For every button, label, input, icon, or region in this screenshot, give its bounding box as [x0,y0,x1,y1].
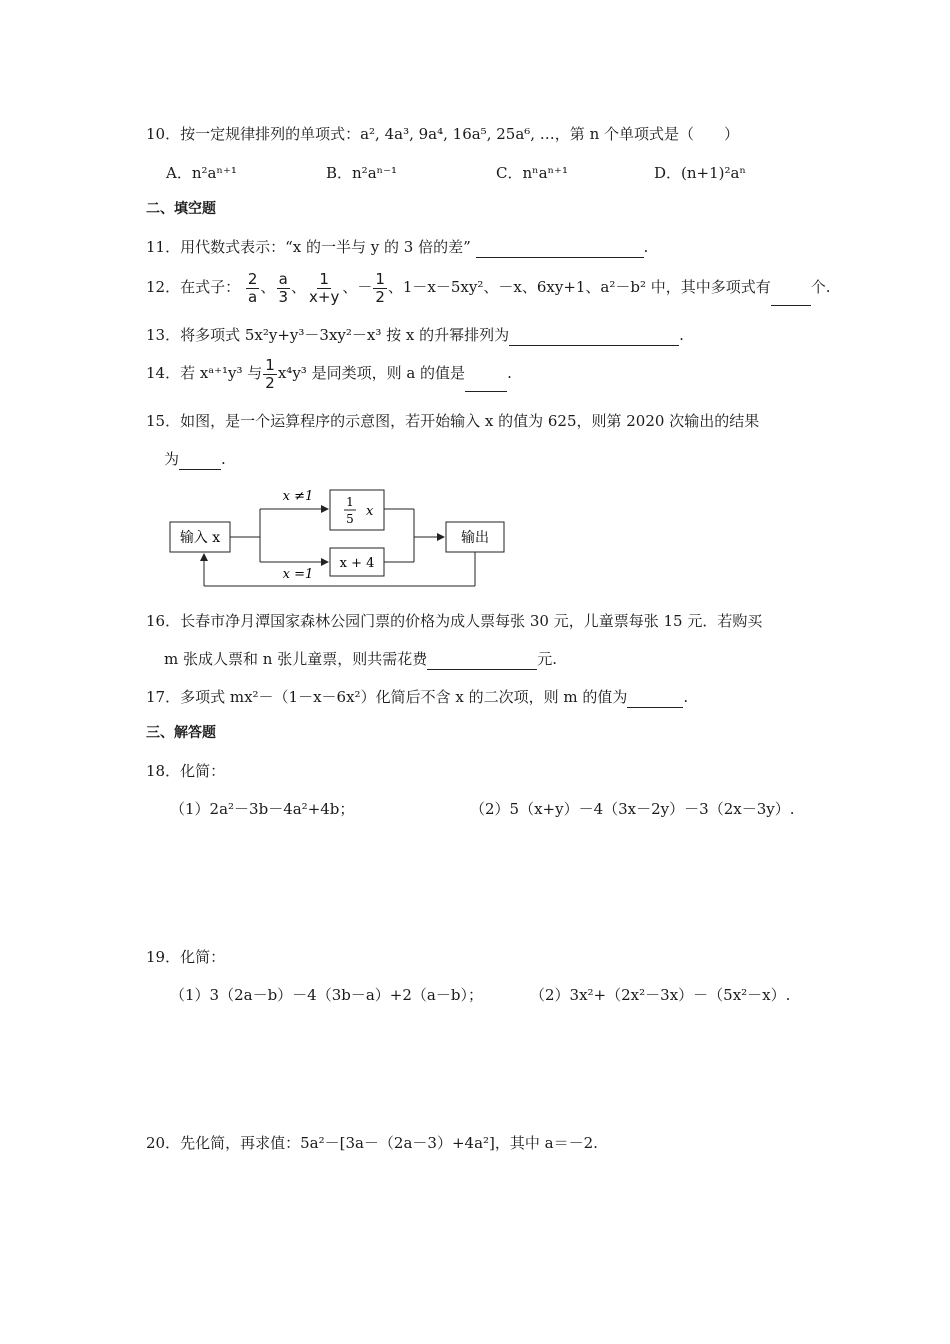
q10-option-b: B．n²aⁿ⁻¹ [326,164,398,182]
q17-end: . [683,688,689,706]
q15-line2 [164,448,226,470]
q14-prefix: 14．若 xᵃ⁺¹y³ 与 [146,364,263,382]
output-label: 输出 [461,530,489,546]
q12-end: 个. [810,278,831,296]
divide-by-five-box [330,490,384,530]
op-top-den: 5 [346,512,354,526]
q13-end: . [679,326,684,344]
q17-text: 17．多项式 mx²－（1－x－6x²）化简后不含 x 的二次项，则 m 的值为 [146,688,628,706]
q13 [146,324,684,346]
condition-equals-one: x =1 [282,567,314,582]
op-top-num: 1 [346,495,354,509]
q19-part1: （1）3（2a－b）－4（3b－a）+2（a－b）； [170,986,483,1004]
fraction-1-over-2: $\frac{1}{2}$ [375,269,385,306]
fraction-1-over-x-plus-y: $\frac{1}{x+y}$ [309,269,340,306]
q16-end: 元. [537,650,557,668]
q20: 20．先化简，再求值：5a²－[3a－（2a－3）+4a²]，其中 a＝－2. [146,1134,598,1152]
section-heading-solve: 三、解答题 [146,725,216,741]
q11-text: 11．用代数式表示：“x 的一半与 y 的 3 倍的差” [146,238,471,256]
q12-neg: 、－ [342,278,373,296]
answer-blank [427,653,537,670]
op-top-var: x [366,504,374,519]
q10-option-a: A．n²aⁿ⁺¹ [166,164,237,182]
fraction-2-over-a: $\frac{2}{a}$ [247,269,258,306]
q11-end: . [643,238,649,256]
q17 [146,686,688,708]
q14-end: . [507,364,512,382]
condition-not-one: x ≠1 [282,489,314,504]
program-flowchart [160,482,520,592]
q18-stem: 18．化简： [146,762,226,780]
q16-line2-text: m 张成人票和 n 张儿童票，则共需花费 [164,650,428,668]
q10-stem: 10．按一定规律排列的单项式：a², 4a³, 9a⁴, 16a⁵, 25a⁶, …，第 n 个单项式是（ ） [146,125,740,143]
op-bottom: x + 4 [339,556,375,571]
q15-line1: 15．如图，是一个运算程序的示意图，若开始输入 x 的值为 625，则第 2020 次输出的结果 [146,412,760,430]
input-label: 输入 x [179,530,221,546]
section-heading-fill-blank: 二、填空题 [146,201,216,217]
q14 [146,356,512,392]
answer-blank [179,453,221,470]
q19-part2: （2）3x²+（2x²－3x）－（5x²－x）. [530,986,791,1004]
q12-suffix: 、1－x－5xy²、－x、6xy+1、a²－b² 中，其中多项式有 [387,278,771,296]
q13-text: 13．将多项式 5x²y+y³－3xy²－x³ 按 x 的升幂排列为 [146,326,510,344]
q11 [146,236,648,258]
q10-option-d: D．(n+1)²aⁿ [654,164,746,182]
q18-part2: （2）5（x+y）－4（3x－2y）－3（2x－3y）. [470,800,795,818]
q12: 12．在式子： $\frac{2}{a}$ 、 $\frac{a}{3}$ 、 $\frac{1}{x+y}$ 、－ $\frac{1}{2}$ 、1－x－5xy²、－x、6xy+1、a²－b² 中，其中多项式有 个. [146,269,831,306]
q18-part1: （1）2a²－3b－4a²+4b； [170,800,355,818]
q12-prefix: 12．在式子： [146,278,241,296]
q15-end: . [221,450,226,468]
q19-stem: 19．化简： [146,948,226,966]
q14-suffix: x⁴y³ 是同类项，则 a 的值是 [277,364,466,382]
answer-blank [627,691,683,708]
q16-line2 [164,648,557,670]
answer-blank [509,329,679,346]
q16-line1: 16．长春市净月潭国家森林公园门票的价格为成人票每张 30 元，儿童票每张 15 元．若购买 [146,612,763,630]
answer-blank [771,289,811,306]
q15-line2-text: 为 [164,450,180,468]
fraction-1-over-2: $\frac{1}{2}$ [265,355,275,392]
answer-blank [476,241,644,258]
answer-blank [465,375,507,392]
q10-option-c: C．nⁿaⁿ⁺¹ [496,164,568,182]
fraction-a-over-3: $\frac{a}{3}$ [278,269,288,306]
